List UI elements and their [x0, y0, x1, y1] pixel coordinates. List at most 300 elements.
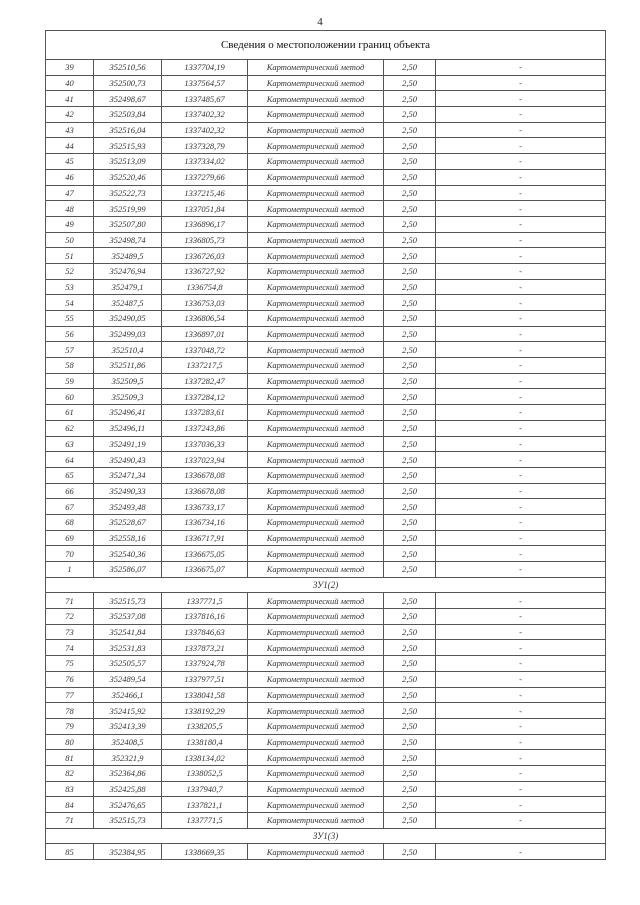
coordinate-y: 1337771,5: [162, 593, 248, 609]
method-cell: Картометрический метод: [248, 295, 384, 311]
coordinate-y: 1336678,08: [162, 467, 248, 483]
description-cell: -: [436, 60, 606, 76]
coordinate-x: 352476,94: [94, 263, 162, 279]
point-number: 57: [46, 342, 94, 358]
method-cell: Картометрический метод: [248, 483, 384, 499]
precision-cell: 2,50: [384, 452, 436, 468]
description-cell: -: [436, 530, 606, 546]
table-row: [46, 467, 606, 483]
precision-cell: 2,50: [384, 358, 436, 374]
description-cell: -: [436, 107, 606, 123]
coordinate-x: 352498,67: [94, 91, 162, 107]
coordinate-x: 352540,36: [94, 546, 162, 562]
point-number: 72: [46, 609, 94, 625]
precision-cell: 2,50: [384, 530, 436, 546]
method-cell: Картометрический метод: [248, 405, 384, 421]
table-row: [46, 248, 606, 264]
coordinate-x: 352515,73: [94, 813, 162, 829]
section-heading-row: [46, 828, 606, 844]
coordinate-x: 352528,67: [94, 514, 162, 530]
point-number: 43: [46, 122, 94, 138]
point-number: 59: [46, 373, 94, 389]
method-cell: Картометрический метод: [248, 436, 384, 452]
precision-cell: 2,50: [384, 750, 436, 766]
coordinate-x: 352493,48: [94, 499, 162, 515]
method-cell: Картометрический метод: [248, 420, 384, 436]
precision-cell: 2,50: [384, 609, 436, 625]
precision-cell: 2,50: [384, 91, 436, 107]
coordinate-y: 1336806,54: [162, 311, 248, 327]
description-cell: -: [436, 436, 606, 452]
point-number: 73: [46, 624, 94, 640]
method-cell: Картометрический метод: [248, 797, 384, 813]
table-row: [46, 295, 606, 311]
table-row: [46, 593, 606, 609]
point-number: 83: [46, 781, 94, 797]
coordinate-y: 1337048,72: [162, 342, 248, 358]
coordinate-y: 1336717,91: [162, 530, 248, 546]
description-cell: -: [436, 420, 606, 436]
coordinate-y: 1338669,35: [162, 844, 248, 860]
coordinate-y: 1337328,79: [162, 138, 248, 154]
coordinate-x: 352537,08: [94, 609, 162, 625]
coordinate-y: 1336678,08: [162, 483, 248, 499]
precision-cell: 2,50: [384, 420, 436, 436]
description-cell: -: [436, 703, 606, 719]
description-cell: -: [436, 467, 606, 483]
table-row: [46, 546, 606, 562]
coordinate-y: 1338192,29: [162, 703, 248, 719]
point-number: 81: [46, 750, 94, 766]
coordinate-y: 1337402,32: [162, 107, 248, 123]
table-row: [46, 671, 606, 687]
table-row: [46, 169, 606, 185]
description-cell: -: [436, 295, 606, 311]
precision-cell: 2,50: [384, 671, 436, 687]
point-number: 39: [46, 60, 94, 76]
coordinate-x: 352466,1: [94, 687, 162, 703]
precision-cell: 2,50: [384, 263, 436, 279]
coordinate-x: 352490,43: [94, 452, 162, 468]
table-row: [46, 750, 606, 766]
point-number: 62: [46, 420, 94, 436]
coordinate-y: 1337564,57: [162, 75, 248, 91]
method-cell: Картометрический метод: [248, 279, 384, 295]
method-cell: Картометрический метод: [248, 138, 384, 154]
precision-cell: 2,50: [384, 248, 436, 264]
coordinate-y: 1337217,5: [162, 358, 248, 374]
point-number: 68: [46, 514, 94, 530]
table-row: [46, 91, 606, 107]
point-number: 60: [46, 389, 94, 405]
coordinate-y: 1337977,51: [162, 671, 248, 687]
point-number: 70: [46, 546, 94, 562]
method-cell: Картометрический метод: [248, 718, 384, 734]
method-cell: Картометрический метод: [248, 60, 384, 76]
coordinate-x: 352491,19: [94, 436, 162, 452]
description-cell: -: [436, 75, 606, 91]
point-number: 53: [46, 279, 94, 295]
description-cell: -: [436, 452, 606, 468]
coordinate-y: 1337873,21: [162, 640, 248, 656]
method-cell: Картометрический метод: [248, 546, 384, 562]
precision-cell: 2,50: [384, 122, 436, 138]
coordinate-x: 352321,9: [94, 750, 162, 766]
precision-cell: 2,50: [384, 844, 436, 860]
coordinate-x: 352476,65: [94, 797, 162, 813]
table-row: [46, 342, 606, 358]
table-row: [46, 436, 606, 452]
method-cell: Картометрический метод: [248, 107, 384, 123]
coordinate-y: 1337036,33: [162, 436, 248, 452]
coordinate-x: 352513,09: [94, 154, 162, 170]
precision-cell: 2,50: [384, 813, 436, 829]
table-row: [46, 185, 606, 201]
description-cell: -: [436, 718, 606, 734]
coordinate-x: 352531,83: [94, 640, 162, 656]
point-number: 76: [46, 671, 94, 687]
point-number: 84: [46, 797, 94, 813]
coordinate-y: 1338180,4: [162, 734, 248, 750]
coordinate-y: 1338134,02: [162, 750, 248, 766]
coordinate-x: 352520,46: [94, 169, 162, 185]
coordinate-y: 1337284,12: [162, 389, 248, 405]
method-cell: Картометрический метод: [248, 389, 384, 405]
method-cell: Картометрический метод: [248, 562, 384, 578]
method-cell: Картометрический метод: [248, 765, 384, 781]
description-cell: -: [436, 154, 606, 170]
precision-cell: 2,50: [384, 656, 436, 672]
precision-cell: 2,50: [384, 138, 436, 154]
description-cell: -: [436, 279, 606, 295]
coordinate-x: 352384,95: [94, 844, 162, 860]
precision-cell: 2,50: [384, 797, 436, 813]
coordinate-y: 1336675,05: [162, 546, 248, 562]
coordinate-y: 1337334,02: [162, 154, 248, 170]
point-number: 40: [46, 75, 94, 91]
table-row: [46, 75, 606, 91]
precision-cell: 2,50: [384, 326, 436, 342]
coordinate-x: 352503,84: [94, 107, 162, 123]
method-cell: Картометрический метод: [248, 373, 384, 389]
point-number: 71: [46, 593, 94, 609]
description-cell: -: [436, 185, 606, 201]
coordinate-y: 1337282,47: [162, 373, 248, 389]
point-number: 67: [46, 499, 94, 515]
precision-cell: 2,50: [384, 624, 436, 640]
method-cell: Картометрический метод: [248, 263, 384, 279]
description-cell: -: [436, 687, 606, 703]
coordinate-x: 352499,03: [94, 326, 162, 342]
coordinate-y: 1336727,92: [162, 263, 248, 279]
description-cell: -: [436, 342, 606, 358]
coordinate-y: 1337924,78: [162, 656, 248, 672]
coordinate-y: 1336896,17: [162, 216, 248, 232]
coordinate-x: 352496,11: [94, 420, 162, 436]
precision-cell: 2,50: [384, 765, 436, 781]
description-cell: -: [436, 358, 606, 374]
table-row: [46, 358, 606, 374]
description-cell: -: [436, 844, 606, 860]
point-number: 44: [46, 138, 94, 154]
precision-cell: 2,50: [384, 154, 436, 170]
coordinate-y: 1337279,66: [162, 169, 248, 185]
table-row: [46, 326, 606, 342]
precision-cell: 2,50: [384, 342, 436, 358]
point-number: 58: [46, 358, 94, 374]
precision-cell: 2,50: [384, 60, 436, 76]
point-number: 63: [46, 436, 94, 452]
point-number: 64: [46, 452, 94, 468]
method-cell: Картометрический метод: [248, 185, 384, 201]
coordinate-x: 352515,93: [94, 138, 162, 154]
method-cell: Картометрический метод: [248, 703, 384, 719]
point-number: 85: [46, 844, 94, 860]
description-cell: -: [436, 169, 606, 185]
description-cell: -: [436, 813, 606, 829]
method-cell: Картометрический метод: [248, 671, 384, 687]
point-number: 65: [46, 467, 94, 483]
description-cell: -: [436, 734, 606, 750]
coordinate-x: 352496,41: [94, 405, 162, 421]
method-cell: Картометрический метод: [248, 781, 384, 797]
method-cell: Картометрический метод: [248, 169, 384, 185]
coordinate-x: 352511,86: [94, 358, 162, 374]
point-number: 1: [46, 562, 94, 578]
coordinate-y: 1337846,63: [162, 624, 248, 640]
table-row: [46, 107, 606, 123]
point-number: 52: [46, 263, 94, 279]
method-cell: Картометрический метод: [248, 91, 384, 107]
point-number: 47: [46, 185, 94, 201]
coordinate-y: 1337771,5: [162, 813, 248, 829]
precision-cell: 2,50: [384, 718, 436, 734]
table-row: [46, 279, 606, 295]
coordinate-y: 1338052,5: [162, 765, 248, 781]
coordinate-y: 1337215,46: [162, 185, 248, 201]
coordinate-x: 352586,07: [94, 562, 162, 578]
method-cell: Картометрический метод: [248, 358, 384, 374]
method-cell: Картометрический метод: [248, 452, 384, 468]
coordinate-x: 352509,3: [94, 389, 162, 405]
method-cell: Картометрический метод: [248, 640, 384, 656]
method-cell: Картометрический метод: [248, 750, 384, 766]
table-row: [46, 797, 606, 813]
coordinate-x: 352519,99: [94, 201, 162, 217]
coordinate-y: 1337940,7: [162, 781, 248, 797]
table-body: [46, 31, 606, 860]
method-cell: Картометрический метод: [248, 499, 384, 515]
table-row: [46, 530, 606, 546]
table-row: [46, 263, 606, 279]
coordinate-y: 1338041,58: [162, 687, 248, 703]
description-cell: -: [436, 624, 606, 640]
precision-cell: 2,50: [384, 311, 436, 327]
point-number: 55: [46, 311, 94, 327]
point-number: 79: [46, 718, 94, 734]
table-row: [46, 405, 606, 421]
method-cell: Картометрический метод: [248, 609, 384, 625]
table-row: [46, 562, 606, 578]
section-heading: ЗУ1(3): [46, 828, 606, 844]
point-number: 78: [46, 703, 94, 719]
description-cell: -: [436, 232, 606, 248]
method-cell: Картометрический метод: [248, 248, 384, 264]
table-row: [46, 483, 606, 499]
table-row: [46, 122, 606, 138]
method-cell: Картометрический метод: [248, 342, 384, 358]
point-number: 42: [46, 107, 94, 123]
precision-cell: 2,50: [384, 514, 436, 530]
coordinate-y: 1337402,32: [162, 122, 248, 138]
method-cell: Картометрический метод: [248, 734, 384, 750]
precision-cell: 2,50: [384, 593, 436, 609]
coordinate-x: 352558,16: [94, 530, 162, 546]
point-number: 46: [46, 169, 94, 185]
point-number: 49: [46, 216, 94, 232]
precision-cell: 2,50: [384, 467, 436, 483]
coordinate-x: 352489,54: [94, 671, 162, 687]
coordinate-y: 1337023,94: [162, 452, 248, 468]
table-row: [46, 765, 606, 781]
table-title-row: [46, 31, 606, 60]
point-number: 66: [46, 483, 94, 499]
coordinate-x: 352507,80: [94, 216, 162, 232]
precision-cell: 2,50: [384, 546, 436, 562]
coordinate-x: 352541,84: [94, 624, 162, 640]
method-cell: Картометрический метод: [248, 201, 384, 217]
coordinate-x: 352510,56: [94, 60, 162, 76]
method-cell: Картометрический метод: [248, 530, 384, 546]
method-cell: Картометрический метод: [248, 216, 384, 232]
point-number: 61: [46, 405, 94, 421]
precision-cell: 2,50: [384, 640, 436, 656]
table-row: [46, 813, 606, 829]
precision-cell: 2,50: [384, 373, 436, 389]
method-cell: Картометрический метод: [248, 311, 384, 327]
coordinate-y: 1337704,19: [162, 60, 248, 76]
method-cell: Картометрический метод: [248, 467, 384, 483]
coordinate-y: 1336726,03: [162, 248, 248, 264]
precision-cell: 2,50: [384, 201, 436, 217]
table-row: [46, 734, 606, 750]
precision-cell: 2,50: [384, 499, 436, 515]
description-cell: -: [436, 483, 606, 499]
coordinate-y: 1336734,16: [162, 514, 248, 530]
table-row: [46, 844, 606, 860]
coordinate-x: 352408,5: [94, 734, 162, 750]
table-row: [46, 781, 606, 797]
coordinate-x: 352522,73: [94, 185, 162, 201]
coordinate-y: 1336897,01: [162, 326, 248, 342]
description-cell: -: [436, 750, 606, 766]
precision-cell: 2,50: [384, 562, 436, 578]
table-row: [46, 311, 606, 327]
description-cell: -: [436, 609, 606, 625]
point-number: 50: [46, 232, 94, 248]
page-number: 4: [317, 16, 323, 28]
description-cell: -: [436, 765, 606, 781]
coordinate-y: 1338205,5: [162, 718, 248, 734]
point-number: 51: [46, 248, 94, 264]
precision-cell: 2,50: [384, 169, 436, 185]
table-row: [46, 216, 606, 232]
description-cell: -: [436, 373, 606, 389]
method-cell: Картометрический метод: [248, 687, 384, 703]
description-cell: -: [436, 640, 606, 656]
precision-cell: 2,50: [384, 734, 436, 750]
method-cell: Картометрический метод: [248, 154, 384, 170]
table-row: [46, 656, 606, 672]
description-cell: -: [436, 263, 606, 279]
description-cell: -: [436, 216, 606, 232]
description-cell: -: [436, 656, 606, 672]
coordinate-x: 352490,33: [94, 483, 162, 499]
coordinate-x: 352415,92: [94, 703, 162, 719]
description-cell: -: [436, 311, 606, 327]
table-row: [46, 718, 606, 734]
method-cell: Картометрический метод: [248, 593, 384, 609]
coordinate-y: 1337283,61: [162, 405, 248, 421]
precision-cell: 2,50: [384, 483, 436, 499]
coordinate-y: 1336754,8: [162, 279, 248, 295]
coordinate-x: 352425,88: [94, 781, 162, 797]
coordinate-y: 1337821,1: [162, 797, 248, 813]
precision-cell: 2,50: [384, 295, 436, 311]
coordinate-y: 1337816,16: [162, 609, 248, 625]
coordinate-x: 352479,1: [94, 279, 162, 295]
point-number: 75: [46, 656, 94, 672]
table-row: [46, 640, 606, 656]
description-cell: -: [436, 797, 606, 813]
table-row: [46, 154, 606, 170]
method-cell: Картометрический метод: [248, 232, 384, 248]
description-cell: -: [436, 91, 606, 107]
description-cell: -: [436, 122, 606, 138]
precision-cell: 2,50: [384, 232, 436, 248]
method-cell: Картометрический метод: [248, 813, 384, 829]
precision-cell: 2,50: [384, 389, 436, 405]
precision-cell: 2,50: [384, 75, 436, 91]
precision-cell: 2,50: [384, 436, 436, 452]
table-row: [46, 687, 606, 703]
point-number: 48: [46, 201, 94, 217]
description-cell: -: [436, 326, 606, 342]
description-cell: -: [436, 671, 606, 687]
table-title: Сведения о местоположении границ объекта: [46, 31, 606, 60]
table-row: [46, 420, 606, 436]
coordinate-x: 352505,57: [94, 656, 162, 672]
point-number: 74: [46, 640, 94, 656]
table-row: [46, 138, 606, 154]
coordinate-x: 352471,34: [94, 467, 162, 483]
description-cell: -: [436, 562, 606, 578]
description-cell: -: [436, 389, 606, 405]
table-row: [46, 60, 606, 76]
precision-cell: 2,50: [384, 107, 436, 123]
method-cell: Картометрический метод: [248, 514, 384, 530]
precision-cell: 2,50: [384, 405, 436, 421]
point-number: 69: [46, 530, 94, 546]
method-cell: Картометрический метод: [248, 624, 384, 640]
table-row: [46, 703, 606, 719]
coordinate-x: 352516,04: [94, 122, 162, 138]
precision-cell: 2,50: [384, 687, 436, 703]
method-cell: Картометрический метод: [248, 326, 384, 342]
description-cell: -: [436, 138, 606, 154]
point-number: 45: [46, 154, 94, 170]
boundary-table: [45, 30, 606, 860]
